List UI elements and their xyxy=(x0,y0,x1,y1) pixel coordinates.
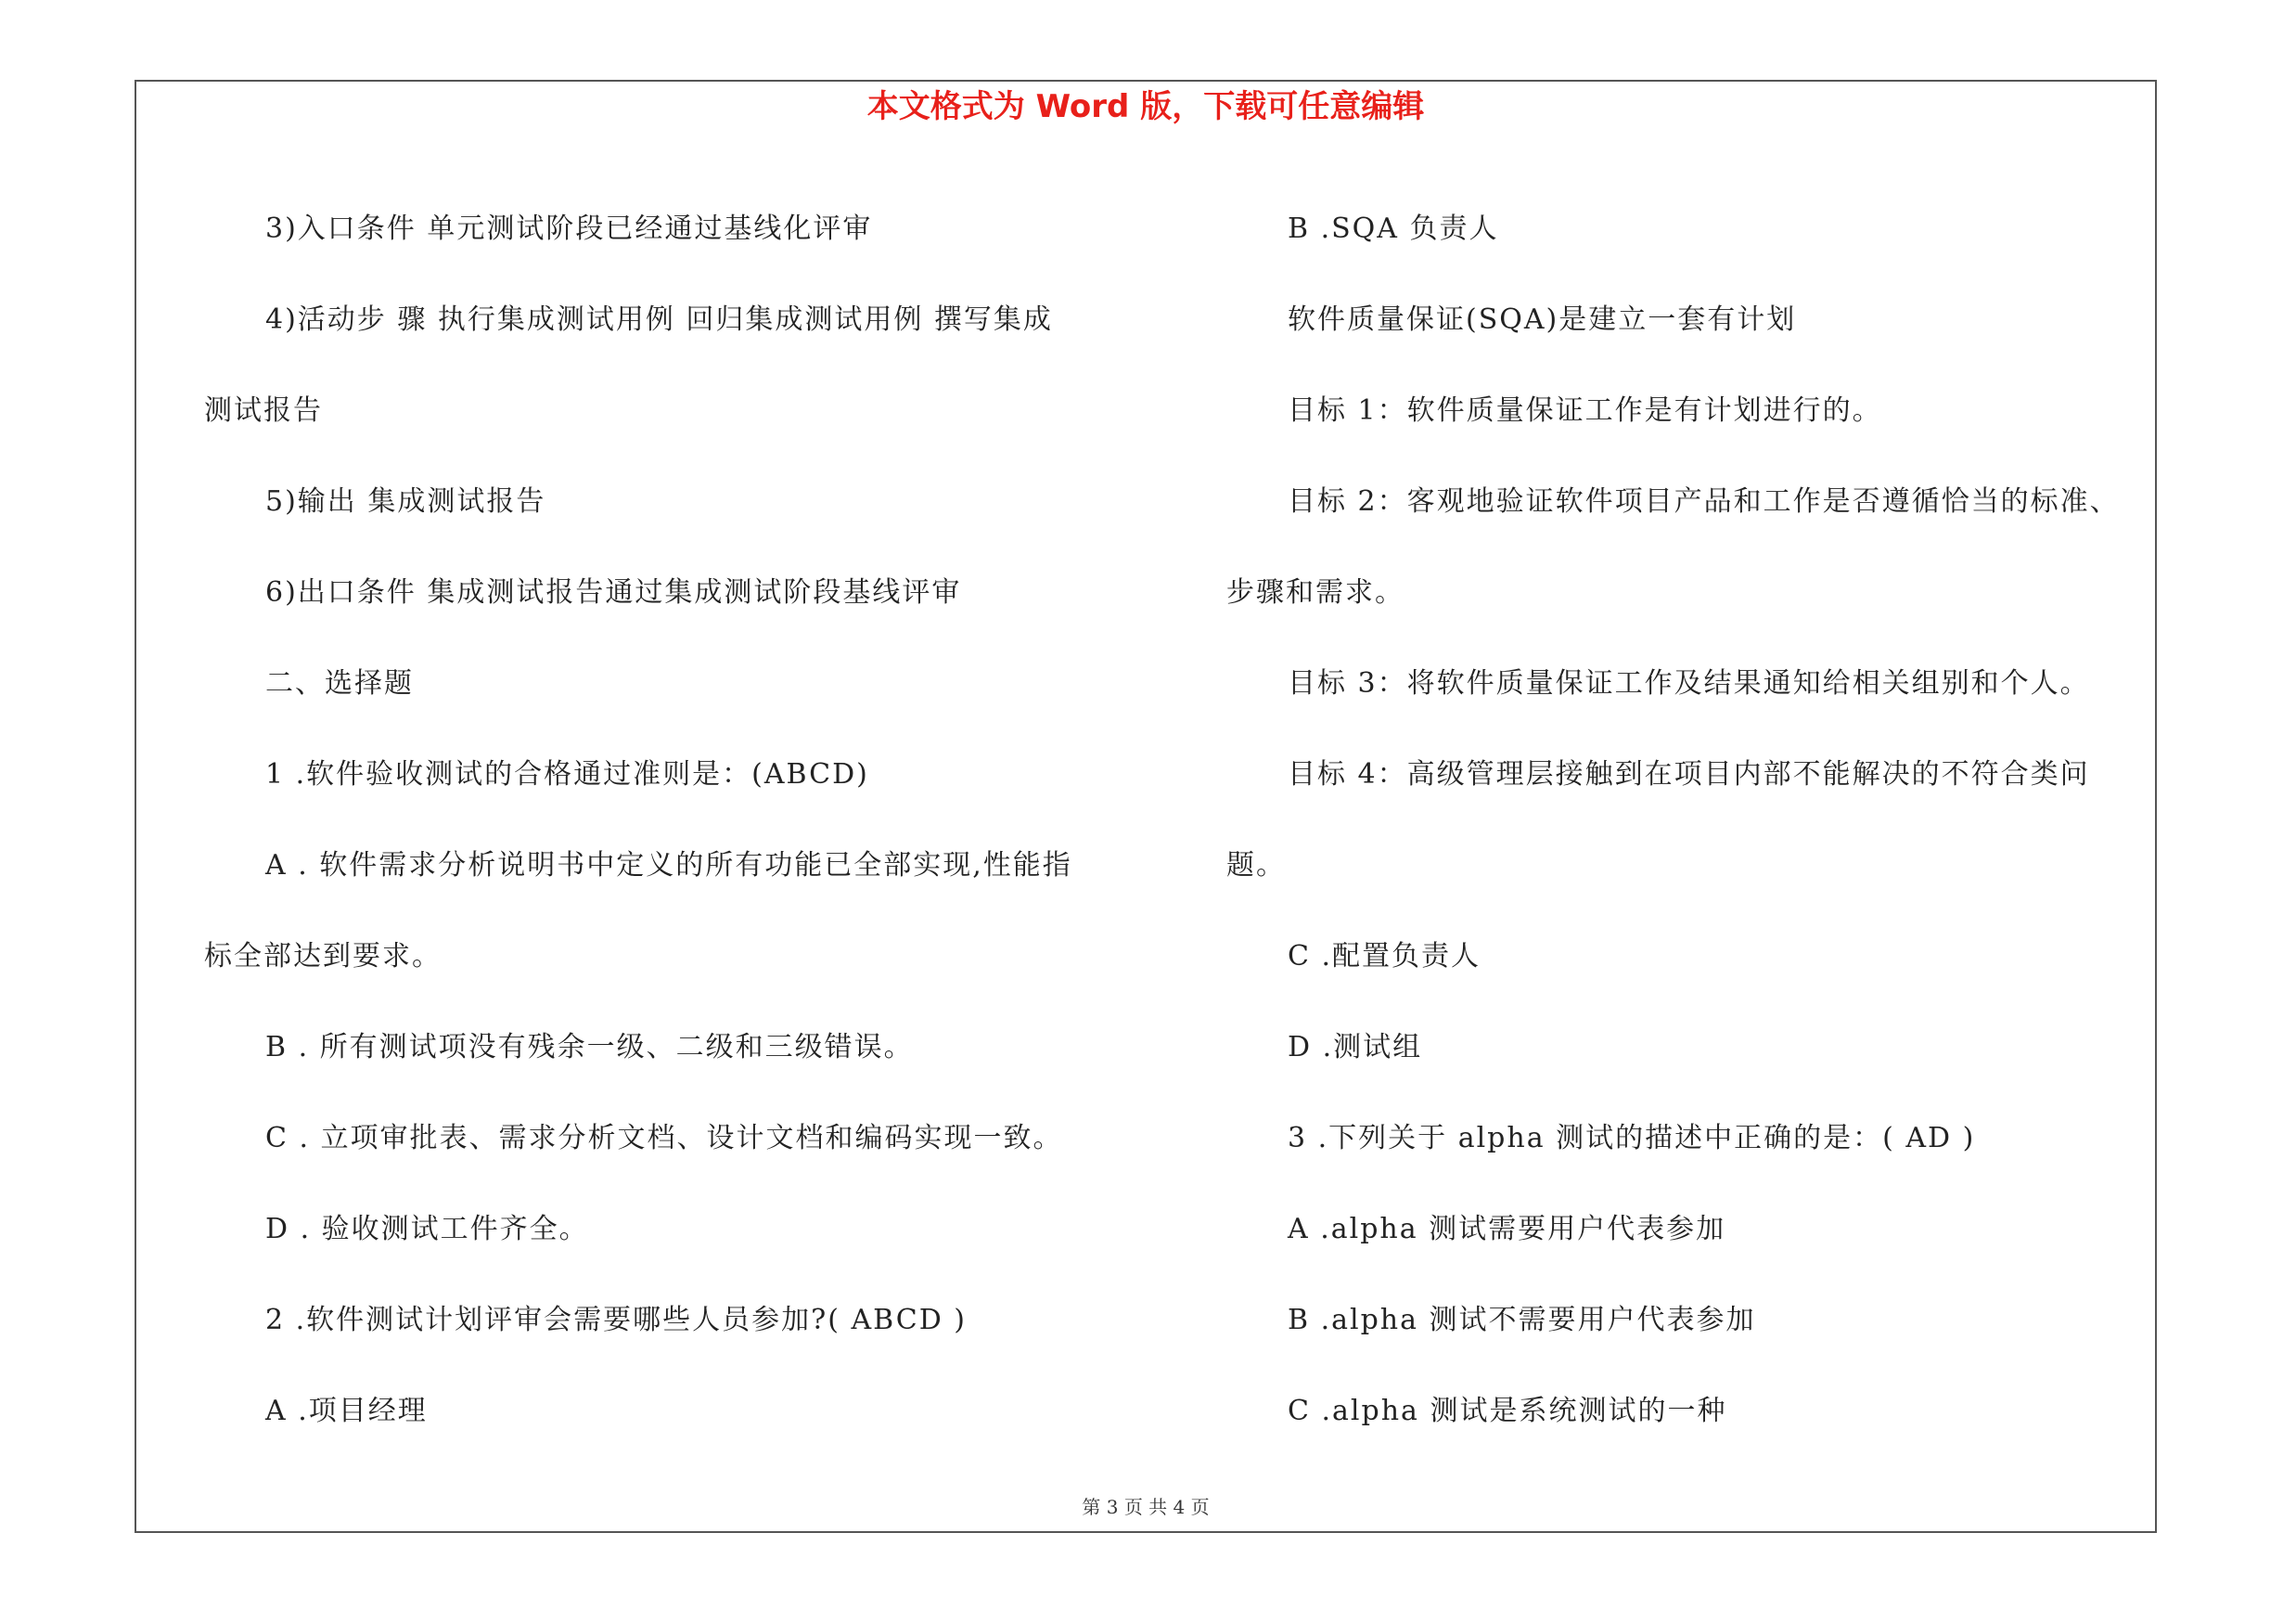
right-paragraph: 目标 2：客观地验证软件项目产品和工作是否遵循恰当的标准、 xyxy=(1288,485,2120,518)
left-paragraph: A . 软件需求分析说明书中定义的所有功能已全部实现,性能指 xyxy=(265,849,1072,882)
right-paragraph: 目标 4：高级管理层接触到在项目内部不能解决的不符合类问 xyxy=(1288,758,2090,791)
left-paragraph: C . 立项审批表、需求分析文档、设计文档和编码实现一致。 xyxy=(265,1122,1063,1154)
right-paragraph: D .测试组 xyxy=(1288,1031,1423,1063)
right-paragraph: C .配置负责人 xyxy=(1288,940,1481,973)
section-heading: 二、选择题 xyxy=(265,667,414,700)
word-format-banner: 本文格式为 Word 版，下载可任意编辑 xyxy=(866,88,1425,125)
right-paragraph: 题。 xyxy=(1226,849,1286,882)
left-paragraph: D . 验收测试工件齐全。 xyxy=(265,1213,589,1245)
left-paragraph: 6)出口条件 集成测试报告通过集成测试阶段基线评审 xyxy=(265,576,962,609)
page-number: 第 3 页 共 4 页 xyxy=(1082,1496,1210,1518)
left-paragraph: 4)活动步 骤 执行集成测试用例 回归集成测试用例 撰写集成 xyxy=(265,303,1053,336)
question-1: 1 .软件验收测试的合格通过准则是：(ABCD) xyxy=(265,758,869,791)
right-paragraph: B .SQA 负责人 xyxy=(1288,213,1499,245)
right-paragraph: A .alpha 测试需要用户代表参加 xyxy=(1288,1213,1726,1245)
right-paragraph: 目标 3：将软件质量保证工作及结果通知给相关组别和个人。 xyxy=(1288,667,2090,700)
right-paragraph: B .alpha 测试不需要用户代表参加 xyxy=(1288,1304,1756,1336)
question-2: 2 .软件测试计划评审会需要哪些人员参加?( ABCD ) xyxy=(265,1304,967,1336)
left-paragraph: B . 所有测试项没有残余一级、二级和三级错误。 xyxy=(265,1031,914,1063)
left-paragraph: 测试报告 xyxy=(204,394,323,427)
right-paragraph: 目标 1：软件质量保证工作是有计划进行的。 xyxy=(1288,394,1882,427)
right-column xyxy=(1226,184,2163,1457)
left-paragraph: 3)入口条件 单元测试阶段已经通过基线化评审 xyxy=(265,213,873,245)
left-column xyxy=(204,184,1141,1457)
right-paragraph: 软件质量保证(SQA)是建立一套有计划 xyxy=(1288,303,1797,336)
left-paragraph: 标全部达到要求。 xyxy=(204,940,442,973)
right-paragraph: 步骤和需求。 xyxy=(1226,576,1405,609)
left-paragraph: 5)输出 集成测试报告 xyxy=(265,485,546,518)
right-paragraph: C .alpha 测试是系统测试的一种 xyxy=(1288,1395,1727,1427)
left-paragraph: A .项目经理 xyxy=(265,1395,428,1427)
question-3: 3 .下列关于 alpha 测试的描述中正确的是：( AD ) xyxy=(1288,1122,1976,1154)
